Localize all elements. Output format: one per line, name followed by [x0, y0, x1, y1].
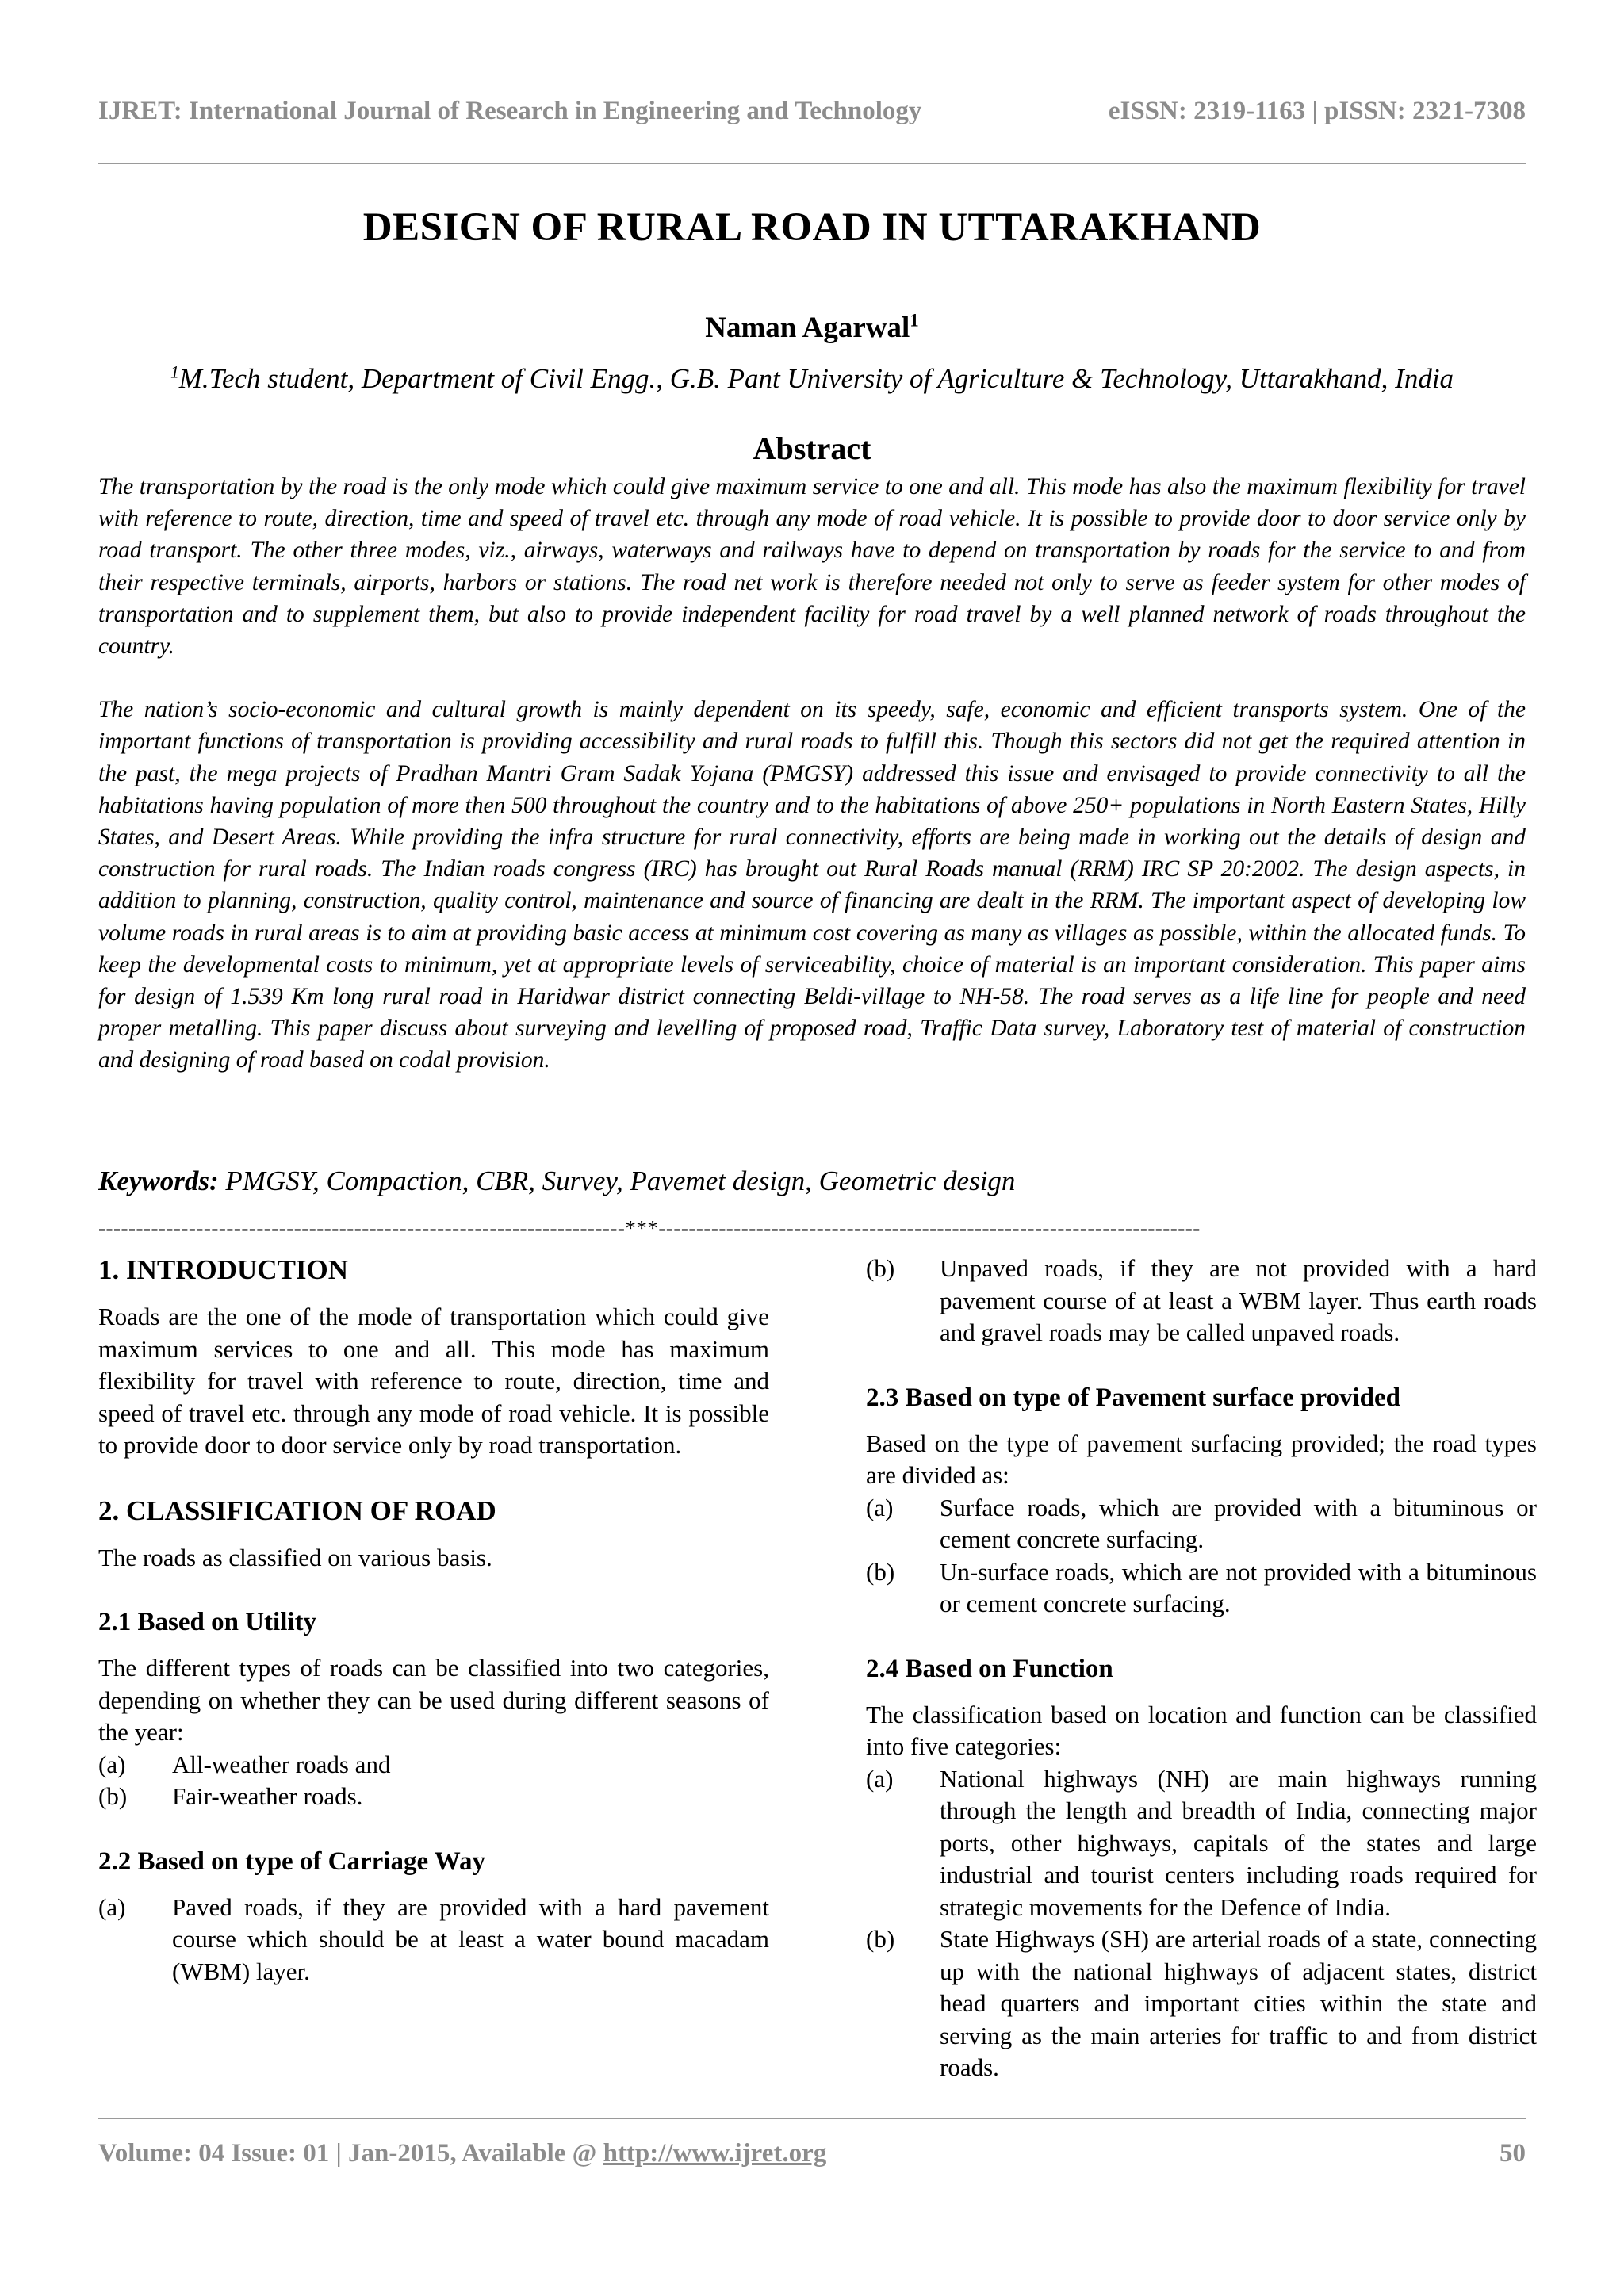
list-marker: (b)	[866, 1254, 895, 1282]
footer-url-link[interactable]: http://www.ijret.org	[603, 2139, 827, 2168]
utility-text: The different types of roads can be classified into two categories, depending on whether they can be used during different seasons of the year:	[98, 1654, 769, 1746]
paper-title: DESIGN OF RURAL ROAD IN UTTARAKHAND	[362, 205, 1262, 250]
abstract-paragraph: The transportation by the road is the only mode which could give maximum service to one and all. This mode has also the maximum flexibility for travel with reference to route, direction, time and speed of travel etc. through any mode of road vehicle. It is possible to provide door to door service only by road transport. The other three modes, viz., airways, waterways and railways have to depend on transportation by roads for the service to and from their respective terminals, airports, harbors or stations. The road net work is therefore needed not only to serve as feeder system for other modes of transportation and to supplement them, but also to provide independent facility for road travel by a well planned network of roads throughout the country.	[98, 474, 1526, 660]
list-marker: (b)	[866, 1557, 895, 1586]
list-item	[98, 1892, 769, 1988]
keywords	[98, 1165, 1526, 1197]
introduction-text: Roads are the one of the mode of transportation which could give maximum services to one and all. This mode has maximum flexibility for travel with reference to route, direction, time and speed of travel etc. through any mode of road vehicle. It is possible to provide door to door service only by road transportation.	[98, 1303, 769, 1459]
section-heading-utility: 2.1 Based on Utility	[98, 1608, 317, 1636]
list-marker: (a)	[98, 1750, 126, 1778]
author-superscript: 1	[910, 310, 919, 331]
keywords-text: PMGSY, Compaction, CBR, Survey, Pavemet design, Geometric design	[218, 1165, 1016, 1196]
footer-divider	[98, 2118, 1526, 2119]
list-marker: (a)	[866, 1764, 894, 1793]
running-header	[98, 97, 1526, 136]
list-marker: (a)	[866, 1493, 894, 1521]
issn-info: eISSN: 2319-1163 | pISSN: 2321-7308	[1108, 97, 1526, 125]
left-column	[98, 1253, 769, 1988]
list-text: National highways (NH) are main highways running through the length and breadth of India, connecting major ports, other highways, capitals of the states and large industrial and tourist centers including roads required for strategic movements for the Defence of India.	[940, 1764, 1537, 1921]
page-number: 50	[1500, 2139, 1526, 2168]
list-marker: (b)	[866, 1925, 895, 1953]
list-item	[866, 1556, 1537, 1621]
footer-volume: Volume: 04 Issue: 01 | Jan-2015, Available @	[98, 2139, 603, 2168]
section-divider: ----------------------------------------------------------------------***------------------------------------------------------------------------	[98, 1216, 1201, 1240]
affiliation-text: M.Tech student, Department of Civil Engg., G.B. Pant University of Agriculture & Technology, Uttarakhand, India	[178, 363, 1454, 394]
list-text: All-weather roads and	[172, 1750, 391, 1778]
journal-name: IJRET: International Journal of Research in Engineering and Technology	[98, 97, 922, 125]
section-heading-carriage-way: 2.2 Based on type of Carriage Way	[98, 1846, 485, 1876]
author-affiliation	[98, 363, 1526, 395]
section-heading-function: 2.4 Based on Function	[866, 1654, 1113, 1683]
classification-text: The roads as classified on various basis.	[98, 1543, 492, 1571]
author-name: Naman Agarwal	[705, 312, 910, 344]
surface-text: Based on the type of pavement surfacing provided; the road types are divided as:	[866, 1429, 1537, 1489]
list-text: Fair-weather roads.	[172, 1782, 363, 1810]
keywords-label: Keywords:	[98, 1165, 219, 1196]
right-column	[866, 1253, 1537, 2084]
list-marker: (b)	[98, 1782, 128, 1810]
section-heading-pavement-surface: 2.3 Based on type of Pavement surface provided	[866, 1383, 1401, 1412]
section-heading-introduction: 1. INTRODUCTION	[98, 1254, 349, 1285]
list-item	[866, 1763, 1537, 1924]
affiliation-superscript: 1	[170, 362, 179, 382]
list-item	[98, 1781, 769, 1813]
list-marker: (a)	[98, 1892, 126, 1921]
function-text: The classification based on location and function can be classified into five categories:	[866, 1700, 1537, 1760]
abstract-paragraph: The nation’s socio-economic and cultural growth is mainly dependent on its speedy, safe, economic and efficient transports system. One of the important functions of transportation is providing accessibility and rural roads to fulfill this. Though this sectors did not get the required attention in the past, the mega projects of Pradhan Mantri Gram Sadak Yojana (PMGSY) addressed this issue and envisaged to provide connectivity to all the habitations having population of more then 500 throughout the country and to the habitations of above 250+ populations in North Eastern States, Hilly States, and Desert Areas. While providing the infra structure for rural connectivity, efforts are being made in working out the details of design and construction for rural roads. The Indian roads congress (IRC) has brought out Rural Roads manual (RRM) IRC SP 20:2002. The design aspects, in addition to planning, construction, quality control, maintenance and source of financing are dealt in the RRM. The important aspect of developing low volume roads in rural areas is to aim at providing basic access at minimum cost covering as many as villages as possible, within the allocated funds. To keep the developmental costs to minimum, yet at appropriate levels of serviceability, choice of material is an important consideration. This paper aims for design of 1.539 Km long rural road in Haridwar district connecting Beldi-village to NH-58. The road serves as a life line for people and need proper metalling. This paper discuss about surveying and levelling of proposed road, Traffic Data survey, Laboratory test of material of construction and designing of road based on codal provision.	[98, 697, 1526, 1073]
list-item	[866, 1923, 1537, 2084]
header-divider	[98, 163, 1526, 164]
abstract-heading: Abstract	[753, 430, 871, 466]
author-line	[98, 311, 1526, 345]
list-text: Un-surface roads, which are not provided with a bituminous or cement concrete surfacing.	[940, 1557, 1537, 1617]
list-text: Paved roads, if they are provided with a hard pavement course which should be at least a water bound macadam (WBM) layer.	[172, 1892, 769, 1985]
list-item	[98, 1749, 769, 1781]
list-text: Unpaved roads, if they are not provided with a hard pavement course of at least a WBM layer. Thus earth roads and gravel roads may be called unpaved roads.	[940, 1254, 1537, 1346]
section-heading-classification: 2. CLASSIFICATION OF ROAD	[98, 1494, 496, 1526]
running-footer	[98, 2139, 1526, 2168]
abstract-body	[98, 471, 1526, 1108]
list-item	[866, 1253, 1537, 1349]
list-item	[866, 1492, 1537, 1556]
list-text: Surface roads, which are provided with a bituminous or cement concrete surfacing.	[940, 1493, 1537, 1553]
list-text: State Highways (SH) are arterial roads of a state, connecting up with the national highways of adjacent states, district head quarters and important cities within the state and serving as the main arteries for traffic to and from district roads.	[940, 1925, 1537, 2081]
